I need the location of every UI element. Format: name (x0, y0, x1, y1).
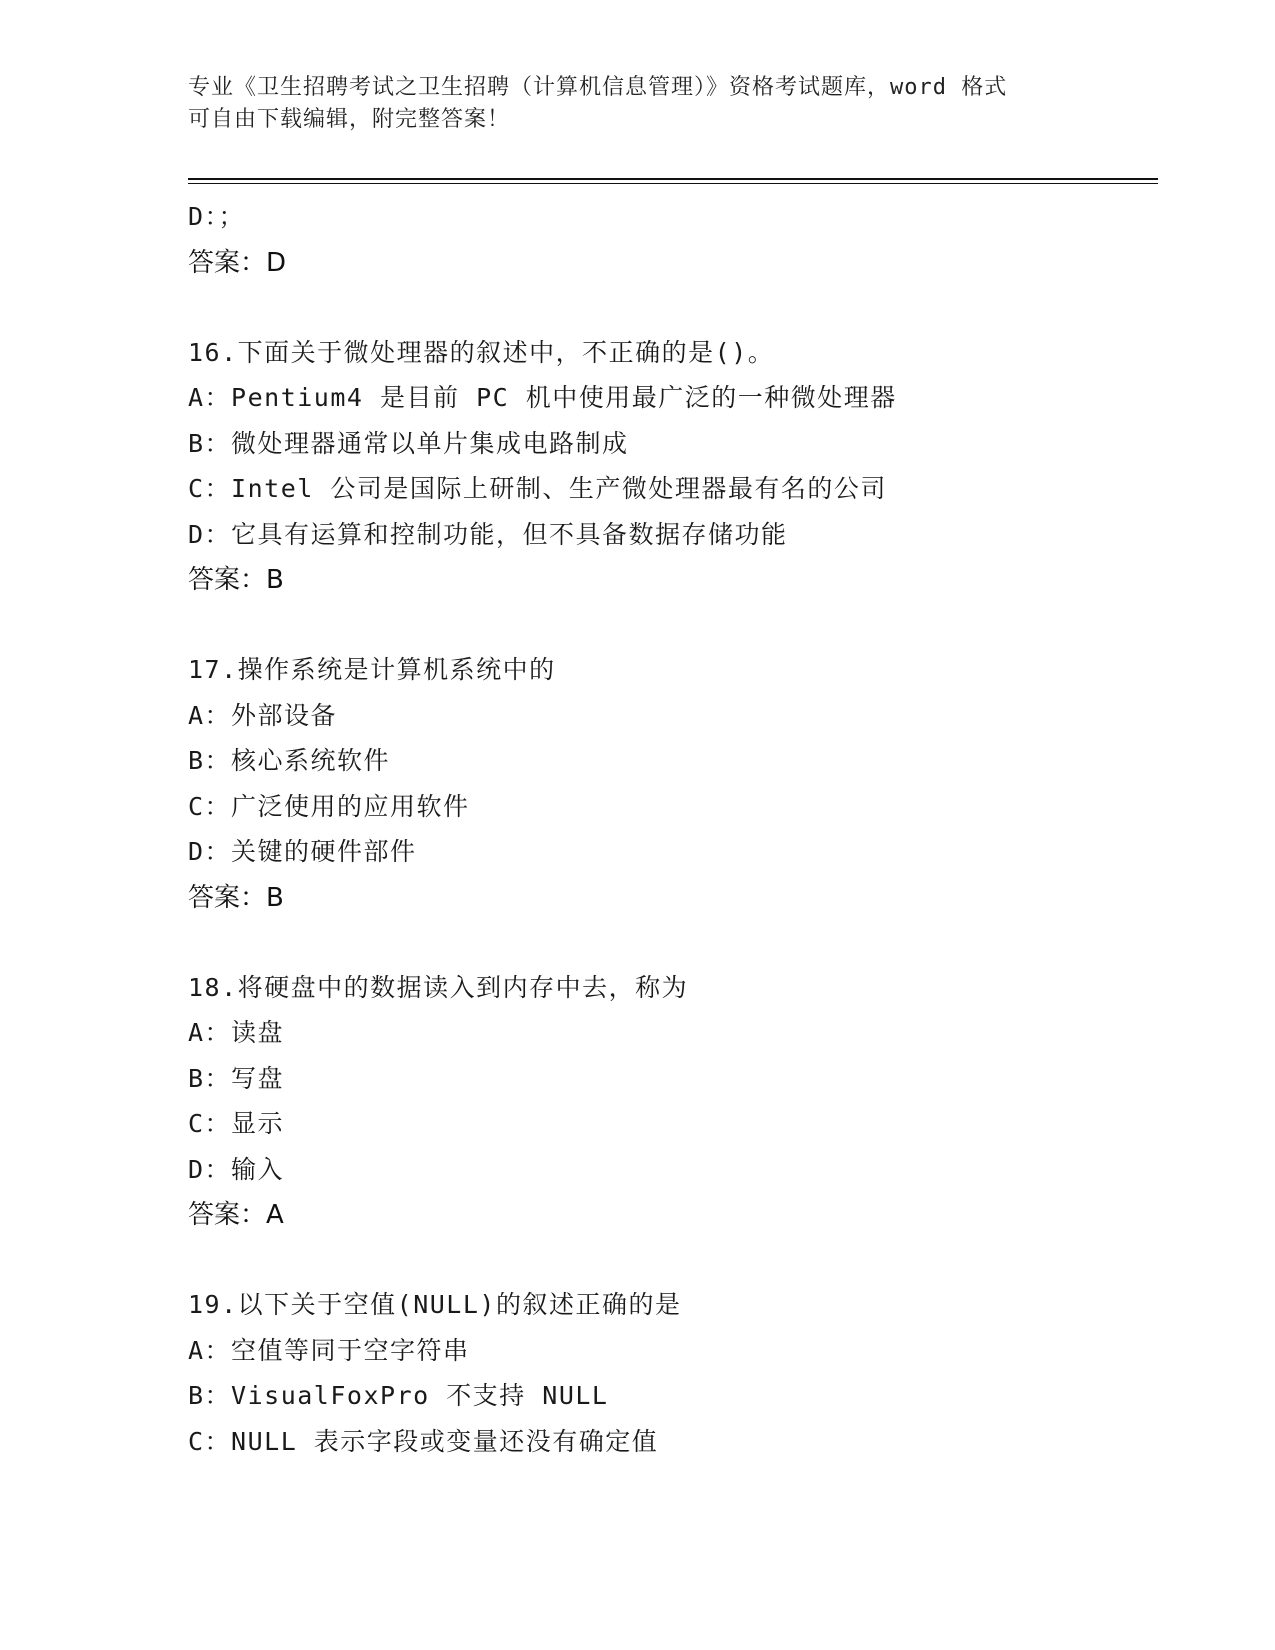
answer-line: 答案：B (188, 565, 284, 595)
option-c: C：广泛使用的应用软件 (188, 791, 470, 821)
header-divider-thick (188, 178, 1158, 180)
header-divider-thin (188, 183, 1158, 184)
option-b: B：微处理器通常以单片集成电路制成 (188, 428, 629, 458)
spacer (188, 1238, 1148, 1282)
question-stem: 19.以下关于空值(NULL)的叙述正确的是 (188, 1290, 682, 1319)
option-c: C：NULL 表示字段或变量还没有确定值 (188, 1426, 659, 1456)
question-stem: 18.将硬盘中的数据读入到内存中去，称为 (188, 972, 689, 1002)
option-c: C：显示 (188, 1109, 285, 1138)
spacer (188, 286, 1148, 330)
question-19 (188, 1282, 1148, 1464)
option-d: D：； (188, 202, 246, 231)
question-stem: 16.下面关于微处理器的叙述中，不正确的是()。 (188, 337, 775, 367)
question-stem: 17.操作系统是计算机系统中的 (188, 655, 556, 684)
header-title-line-1: 专业《卫生招聘考试之卫生招聘（计算机信息管理）》资格考试题库，word 格式 (188, 75, 1008, 100)
option-a: A：空值等同于空字符串 (188, 1335, 470, 1365)
question-16 (188, 330, 1148, 604)
answer-line: 答案：B (188, 882, 284, 913)
option-b: B：核心系统软件 (188, 746, 391, 775)
option-d: D：它具有运算和控制功能，但不具备数据存储功能 (188, 519, 788, 549)
option-b: B：写盘 (188, 1063, 285, 1093)
header-title-line-2: 可自由下载编辑，附完整答案！ (188, 107, 511, 132)
answer-line: 答案：A (188, 1200, 284, 1230)
spacer (188, 603, 1148, 647)
document-header (188, 72, 1088, 136)
spacer (188, 921, 1148, 965)
option-d: D：关键的硬件部件 (188, 837, 417, 866)
answer-line: 答案：D (188, 247, 287, 278)
option-c: C：Intel 公司是国际上研制、生产微处理器最有名的公司 (188, 474, 887, 503)
option-a: A：外部设备 (188, 700, 338, 730)
option-d: D：输入 (188, 1154, 285, 1184)
question-list (188, 194, 1148, 1464)
question-15-tail (188, 194, 1148, 286)
question-17 (188, 647, 1148, 921)
option-b: B：VisualFoxPro 不支持 NULL (188, 1381, 609, 1410)
option-a: A：读盘 (188, 1018, 285, 1047)
option-a: A：Pentium4 是目前 PC 机中使用最广泛的一种微处理器 (188, 383, 897, 412)
question-18 (188, 965, 1148, 1239)
